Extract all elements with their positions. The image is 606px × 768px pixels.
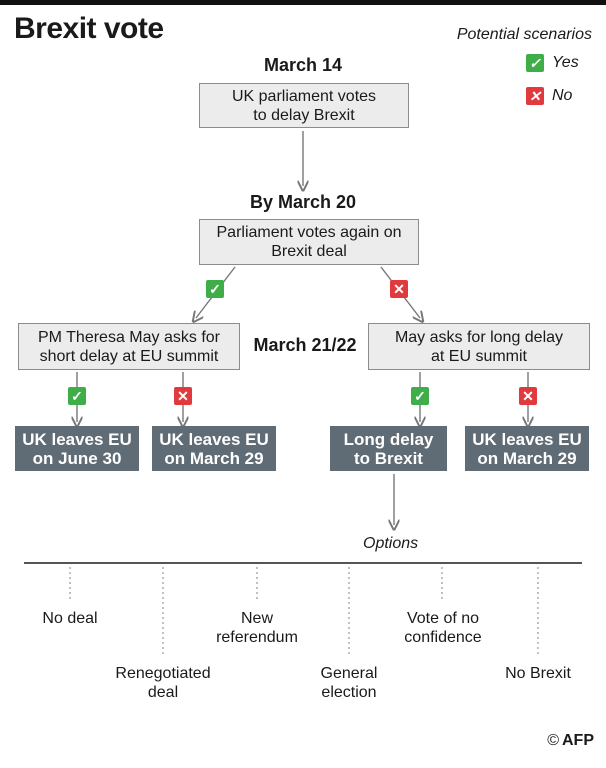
check-icon: ✓ xyxy=(206,280,224,298)
outcome-line: UK leaves EU xyxy=(22,429,132,449)
outcome-line: to Brexit xyxy=(354,448,423,468)
box-parliament-delay-vote xyxy=(199,83,409,128)
outcome-leaves-march-29-b xyxy=(465,426,589,471)
legend-yes-label: Yes xyxy=(552,54,579,71)
box-line: short delay at EU summit xyxy=(39,347,219,365)
outcome-line: UK leaves EU xyxy=(159,429,269,449)
legend-no-label: No xyxy=(552,87,573,104)
date-march-21-22: March 21/22 xyxy=(253,335,357,355)
outcome-long-delay xyxy=(330,426,447,471)
check-icon: ✓ xyxy=(411,387,429,405)
cross-icon: ✕ xyxy=(174,387,192,405)
option-line: Vote of no xyxy=(406,610,480,627)
option-no-deal xyxy=(20,609,120,628)
option-line: Renegotiated xyxy=(115,665,211,682)
box-line: to delay Brexit xyxy=(253,106,355,124)
outcome-line: on March 29 xyxy=(164,448,264,468)
options-label: Options xyxy=(363,535,419,552)
cross-icon: ✕ xyxy=(519,387,537,405)
box-line: Parliament votes again on xyxy=(216,224,402,241)
box-short-delay-request xyxy=(18,323,240,370)
check-icon: ✓ xyxy=(68,387,86,405)
legend-title: Potential scenarios xyxy=(456,26,592,43)
cross-icon: ✕ xyxy=(390,280,408,298)
option-line: deal xyxy=(147,684,179,701)
option-general-election xyxy=(294,664,404,702)
option-line: New xyxy=(240,610,273,627)
box-line: PM Theresa May asks for xyxy=(38,328,220,346)
option-line: election xyxy=(321,684,377,701)
option-no-brexit xyxy=(488,664,588,683)
outcome-line: on June 30 xyxy=(32,448,122,468)
option-vote-of-no-confidence xyxy=(385,609,501,647)
afp-logo: AFP xyxy=(562,732,594,749)
check-icon: ✓ xyxy=(526,54,544,72)
outcome-leaves-march-29 xyxy=(152,426,276,471)
box-line: UK parliament votes xyxy=(231,87,377,105)
box-line: May asks for long delay xyxy=(394,328,564,346)
option-line: No deal xyxy=(42,610,98,627)
box-long-delay-request xyxy=(368,323,590,370)
box-line: Brexit deal xyxy=(271,243,347,260)
option-line: General xyxy=(320,665,378,682)
page-title: Brexit vote xyxy=(14,12,164,45)
option-line: referendum xyxy=(216,629,298,646)
afp-credit xyxy=(547,732,594,750)
outcome-leaves-june-30 xyxy=(15,426,139,471)
box-parliament-deal-vote xyxy=(199,219,419,265)
date-march-14: March 14 xyxy=(263,55,343,75)
option-renegotiated-deal xyxy=(103,664,223,702)
copyright-icon: © xyxy=(547,732,559,749)
option-line: confidence xyxy=(404,629,482,646)
box-line: at EU summit xyxy=(430,347,527,365)
outcome-line: on March 29 xyxy=(477,448,577,468)
outcome-line: UK leaves EU xyxy=(472,429,582,449)
cross-icon: ✕ xyxy=(526,87,544,105)
outcome-line: Long delay xyxy=(343,429,434,449)
date-march-20: By March 20 xyxy=(249,192,357,212)
option-line: No Brexit xyxy=(505,665,571,682)
option-new-referendum xyxy=(202,609,312,647)
